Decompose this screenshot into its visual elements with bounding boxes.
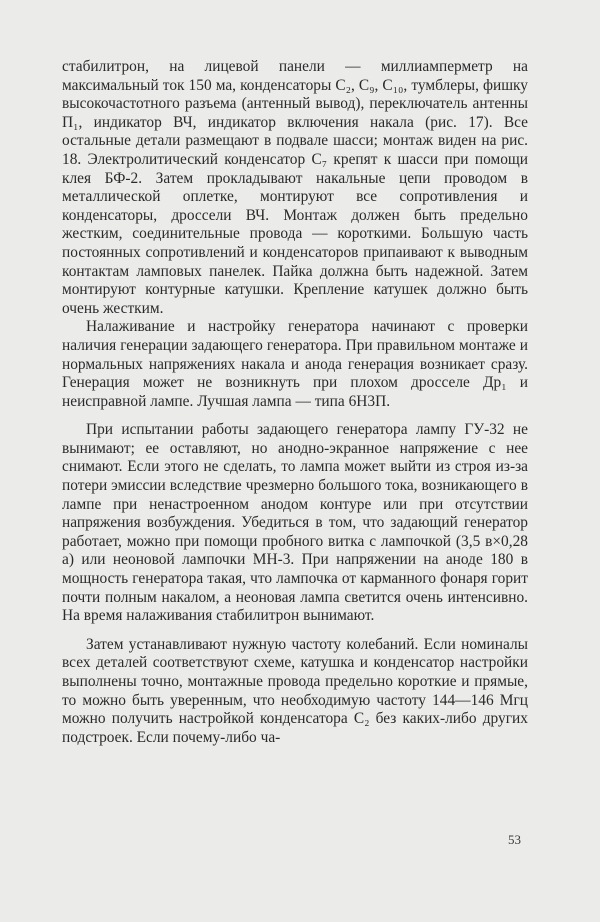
body-text <box>62 58 528 747</box>
page-number: 53 <box>508 832 521 847</box>
paragraph-1: стабилитрон, на лицевой панели — миллиамперметр на максимальный ток 150 ма, конденсаторы C₂, C₉, C₁₀, тумблеры, фишку высокочастотного разъема (антенный вывод), переключатель антенны П₁, индикатор ВЧ, индикатор включения накала (рис. 17). Все остальные детали размещают в подвале шасси; монтаж виден на рис. 18. Электролитический конденсатор C₇ крепят к шасси при помощи клея БФ-2. Затем прокладывают накальные цепи проводом в металлической оплетке, монтируют все сопротивления и конденсаторы, дроссели ВЧ. Монтаж должен быть предельно жестким, соединительные провода — короткими. Большую часть постоянных сопротивлений и конденсаторов припаивают к выводным контактам ламповых панелек. Пайка должна быть надежной. Затем монтируют контурные катушки. Крепление катушек должно быть очень жестким. <box>62 58 528 317</box>
paragraph-2: Налаживание и настройку генератора начинают с проверки наличия генерации задающего генератора. При правильном монтаже и нормальных напряжениях накала и анода генерация возникает сразу. Генерация может не возникнуть при плохом дросселе Др₁ и неисправной лампе. Лучшая лампа — типа 6Н3П. <box>62 318 528 410</box>
paragraph-4: Затем устанавливают нужную частоту колебаний. Если номиналы всех деталей соответствуют схеме, катушка и конденсатор настройки выполнены точно, монтажные провода предельно короткие и прямые, то можно быть уверенным, что необходимую частоту 144—146 Мгц можно получить настройкой конденсатора C₂ без каких-либо других подстроек. Если почему-либо ча- <box>62 635 528 746</box>
paragraph-3: При испытании работы задающего генератора лампу ГУ-32 не вынимают; ее оставляют, но анодно-экранное напряжение с нее снимают. Если этого не сделать, то лампа может выйти из строя из-за потери эмиссии вследствие чрезмерно большого тока, возникающего в лампе при ненастроенном анодом контуре или при отсутствии напряжения возбуждения. Убедиться в том, что задающий генератор работает, можно при помощи пробного витка с лампочкой (3,5 в×0,28 а) или неоновой лампочки МН-3. При напряжении на аноде 180 в мощность генератора такая, что лампочка от карманного фонаря горит почти полным накалом, а неоновая лампа светится очень интенсивно. На время налаживания стабилитрон вынимают. <box>62 421 528 625</box>
